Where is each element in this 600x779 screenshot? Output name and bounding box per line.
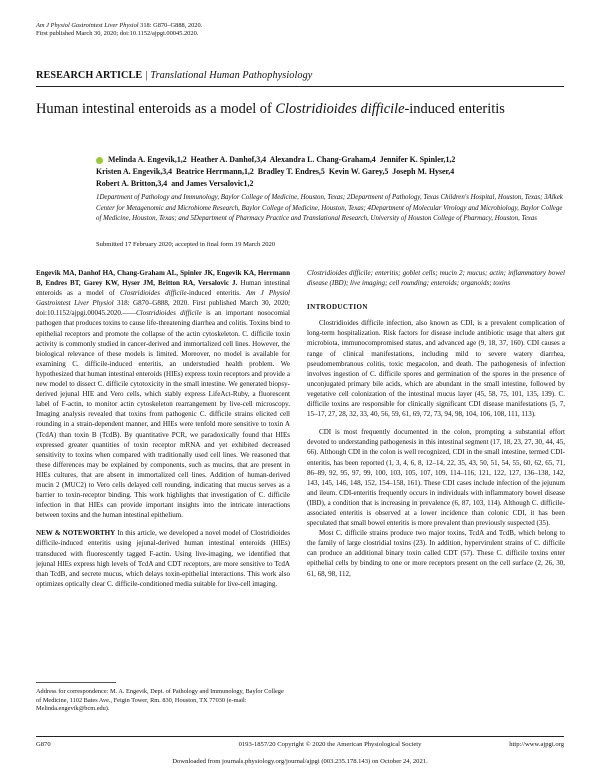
intro-paragraph-3: Most C. difficile strains produce two major toxins, TcdA and TcdB, which belong to the family of large clostridial toxins (23). In addition, hypervirulent strains of C. difficile can produce an additional binary toxin called CDT (57). These C. difficile toxins enter epithelial cells by binding to one or more receptors present on the cell surface (2, 26, 30, 61, 68, 98, 112, (307, 529, 565, 578)
article-title (36, 100, 556, 118)
journal-citation: 318: G870–G888, 2020. (140, 22, 203, 29)
footer-rule (36, 736, 564, 737)
abstract-citation-authors: Engevik MA, Danhof HA, Chang-Graham AL, Spinler JK, Engevik KA, Herrmann B, Endres BT, Garey KW, Hyser JM, Britton RA, Versalovic J. (36, 269, 290, 288)
new-noteworthy (36, 528, 290, 589)
journal-header (36, 22, 202, 39)
affiliations: 1Department of Pathology and Immunology, Baylor College of Medicine, Houston, Texas; 2Department of Pathology, Texas Children's Hospital, Houston, Texas; 3Alkek Center for Metagenomic and Microbiome Research, Baylor College of Medicine, Houston, Texas; 4Department of Molecular Virology and Microbiology, Baylor College of Medicine, Houston, Texas; and 5Department of Pharmacy Practice and Translational Research, University of Houston College of Pharmacy, Houston, Texas (96, 194, 563, 223)
abstract-citation-title-end: -induced enteritis. (186, 289, 241, 298)
abstract-citation-doi: 318: G870–G888, 2020. First published March 30, 2020; doi:10.1152/ajpgi.00045.2020.— (36, 299, 290, 318)
author: Kevin W. Garey,5 (328, 166, 389, 176)
intro-paragraph-1: Clostridioides difficile infection, also known as CDI, is a prevalent complication of long-term hospitalization. Risk factors for disease include antibiotic usage that alters gut microbiota, immunocompromised status, and advanced age (9, 18, 37, 160). CDI causes a range of clinical manifestations, including mild to severe watery diarrhea, pseudomembranous colitis, toxic megacolon, and death. The pathogenesis of infection involves ingestion of C. difficile spores and germination of the spores in the presence of unconjugated primary bile acids, which are abundant in the small intestine, followed by vegetative cell colonization of the intestinal mucus layer (45, 58, 75, 101, 135, 139). C. difficile toxins are responsible for clinically significant CDI disease manifestations (5, 7, 15–17, 27, 28, 32, 33, 40, 56, 59, 61, 69, 72, 73, 94, 98, 104, 106, 108, 111, 113). (307, 319, 565, 419)
abstract-citation-italic: Clostridioides difficile (120, 289, 187, 298)
new-noteworthy-label: NEW & NOTEWORTHY (36, 529, 116, 538)
section-separator: | (145, 70, 148, 81)
page-number: G870 (36, 741, 51, 748)
section-heading (36, 70, 312, 81)
abstract-citation-title: Human intestinal enteroids as a model of (36, 279, 290, 298)
new-noteworthy-text: In this article, we developed a novel model of Clostridioides difficile-induced enteritis using jejunal-derived human intestinal enteroids (HIEs) transduced with fluorescently tagged F-actin. Using live-imaging, we identified that jejunal HIEs express high levels of TcdA and CDT receptors, are more sensitive to TcdA than TcdB, and secrete mucus, which delays toxin-epithelial interactions. This work also optimizes optically clear C. difficile-conditioned media suitable for live-cell imaging. (36, 529, 291, 588)
download-notice: Downloaded from journals.physiology.org/journal/ajpgi (003.235.178.143) on October 24, 2021. (172, 758, 428, 765)
submission-dates: Submitted 17 February 2020; accepted in final form 19 March 2020 (96, 241, 276, 248)
header-rule (36, 86, 564, 87)
abstract (36, 268, 290, 520)
abstract-body: is an important nosocomial pathogen that produces toxins to cause life-threatening diarrhea and colitis. Toxins bind to epithelial receptors and promote the collapse of the actin cytoskeleton. C. difficile toxin activity is commonly studied in cancer-derived and immortalized cell lines. However, the biological relevance of these models is limited. Moreover, no model is available for examining C. difficile-induced enteritis, an understudied health problem. We hypothesized that human intestinal enteroids (HIEs) express toxin receptors and provide a new model to dissect C. difficile cytotoxicity in the small intestine. We generated biopsy-derived jejunal HIE and Vero cells, which stably express LifeAct-Ruby, a fluorescent label of F-actin, to monitor actin cytoskeleton rearrangement by live-cell microscopy. Imaging analysis revealed that toxins from pathogenic C. difficile strains elicited cell rounding in a strain-dependent manner, and HIEs were tenfold more sensitive to toxin A (TcdA) than toxin B (TcdB). By quantitative PCR, we paradoxically found that HIEs expressed greater quantities of toxin receptor mRNA and yet exhibited decreased sensitivity to toxins when compared with traditionally used cell lines. We reasoned that these differences may be explained by components, such as mucins, that are present in HIEs cultures, that are absent in immortalized cell lines. Addition of human-derived mucin 2 (MUC2) to Vero cells delayed cell rounding, indicating that mucus serves as a barrier to toxin-receptor binding. This work highlights that investigation of C. difficile infection in that HIEs can provide important insights into the intricate interactions between toxins and the human intestinal epithelium. (36, 309, 290, 520)
title-part2: -induced enteritis (404, 101, 505, 117)
author: Jennifer K. Spinler,1,2 (379, 155, 456, 164)
author: Heather A. Danhof,3,4 (190, 155, 267, 164)
correspondence-footnote: Address for correspondence: M. A. Engevik, Dept. of Pathology and Immunology, Baylor College of Medicine, 1102 Bates Ave., Feigin Tower, Rm. 830, Houston, TX 77030 (e-mail: Melinda.engevik@bcm.edu). (36, 688, 284, 713)
journal-url[interactable]: http://www.ajpgi.org (509, 741, 564, 748)
right-column (307, 268, 565, 579)
footnote-rule (36, 682, 116, 683)
article-type: RESEARCH ARTICLE (36, 70, 143, 81)
copyright: 0193-1857/20 Copyright © 2020 the American Physiological Society (238, 741, 422, 748)
keywords: Clostridioides difficile; enteritis; goblet cells; mucin 2; mucus; actin; inflammatory bowel disease (IBD); live imaging; cell rounding; enteroids; organoids; toxins (307, 269, 565, 288)
abstract-citation-journal: Am J Physiol Gastrointest Liver Physiol (36, 289, 291, 308)
introduction-heading: INTRODUCTION (307, 303, 368, 312)
author: Robert A. Britton,3,4 (96, 178, 168, 188)
author: Alexandra L. Chang-Graham,4 (269, 155, 376, 164)
left-column (36, 268, 290, 589)
intro-paragraph-2: CDI is most frequently documented in the colon, prompting a substantial effort devoted to understanding pathogenesis in this intestinal segment (17, 18, 23, 27, 30, 44, 45, 66). Although CDI in the colon is well recognized, CDI in the small intestine, termed CDI-enteritis, has been reported (1, 3, 4, 6, 8, 12–14, 22, 35, 43, 50, 51, 54, 55, 60, 62, 65, 71, 86–89, 92, 95, 97, 99, 100, 103, 105, 107, 109, 114–116, 121, 122, 127, 136–138, 142, 143, 145, 146, 148, 152, 154–158, 161). These CDI cases include infection of the jejunum and ileum. CDI-enteritis frequently occurs in individuals with inflammatory bowel disease (IBD), a condition that is increasing in prevalence (6, 87, 103, 114). Although C. difficile-associated enteritis is observed at a lower incidence than colonic CDI, it has been speculated that small bowel enteritis is more prevalent than previously suspected (35). (307, 428, 565, 528)
author: Beatrice Herrmann,1,2 (176, 166, 254, 176)
journal-name: Am J Physiol Gastrointest Liver Physiol (36, 22, 139, 29)
abstract-lead: —Clostridioides difficile (129, 309, 202, 318)
author: Kristen A. Engevik,3,4 (96, 166, 173, 176)
author: Melinda A. Engevik,1,2 (107, 155, 187, 164)
article-category: Translational Human Pathophysiology (150, 70, 313, 81)
title-italic: Clostridioides difficile (275, 101, 405, 117)
title-part1: Human intestinal enteroids as a model of (36, 101, 276, 117)
author: and James Versalovic1,2 (171, 178, 254, 188)
author-list (96, 154, 566, 189)
author: Joseph M. Hyser,4 (392, 166, 455, 176)
orcid-icon[interactable] (96, 157, 103, 164)
published-line: First published March 30, 2020; doi:10.1152/ajpgi.00045.2020. (36, 30, 199, 38)
author: Bradley T. Endres,5 (257, 166, 325, 176)
